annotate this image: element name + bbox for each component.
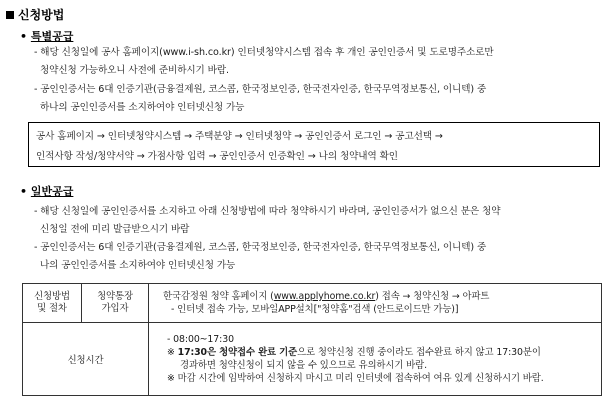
general-bullet1-line2: 신청일 전에 미리 발급받으시기 바람 [40, 224, 190, 235]
method-content-suffix: ) 접속 → 청약신청 → 아파트 [375, 291, 490, 302]
general-bullet2-line2: 나의 공인인증서를 소지하여야 인터넷신청 가능 [40, 260, 236, 271]
table-row [23, 284, 602, 323]
general-heading [20, 183, 73, 199]
special-bullet2-line2: 하나의 공인인증서를 소지하여야 인터넷신청 가능 [40, 102, 245, 113]
page-title-text: 신청방법 [18, 8, 65, 22]
page-title [6, 6, 64, 23]
note-mark: ※ [167, 347, 178, 358]
method-header-line2: 및 절차 [37, 303, 67, 314]
table-row [23, 323, 602, 396]
special-heading [20, 28, 73, 44]
special-bullet1-line2: 청약신청 가능하오니 사전에 준비하시기 바람. [40, 65, 229, 76]
special-bullet1-line1: - 해당 신청일에 공사 홈페이지(www.i-sh.co.kr) 인터넷청약시스템 접속 후 개인 공인인증서 및 도로명주소로만 [34, 47, 494, 58]
procedure-flow-line1: 공사 홈페이지 → 인터넷청약시스템 → 주택분양 → 인터넷청약 → 공인인증서 로그인 → 공고선택 → [36, 131, 443, 142]
time-content-cell [149, 323, 602, 396]
method-header-cell [23, 284, 82, 323]
time-content-line3: 경과하면 청약신청이 되지 않을 수 있으므로 유의하시기 바람. [180, 360, 427, 371]
special-heading-text: 특별공급 [30, 30, 74, 43]
application-method-table [22, 283, 602, 396]
bullet-icon: • [20, 185, 28, 198]
deadline-emphasis: 17:30은 청약접수 완료 기준 [177, 347, 298, 358]
special-bullet2-line1: - 공인인증서는 6대 인증기관(금융결제원, 코스콤, 한국정보인증, 한국전자인증, 한국무역정보통신, 이니텍) 중 [34, 84, 487, 95]
general-bullet2-line1: - 공인인증서는 6대 인증기관(금융결제원, 코스콤, 한국정보인증, 한국전자인증, 한국무역정보통신, 이니텍) 중 [34, 242, 487, 253]
account-header-line1: 청약통장 [97, 291, 133, 302]
account-holder-header-cell [82, 284, 149, 323]
method-header-line1: 신청방법 [34, 291, 70, 302]
procedure-flow-line2: 인적사항 작성/청약서약 → 가점사항 입력 → 공인인증서 인증확인 → 나의 청약내역 확인 [36, 151, 398, 162]
time-content-line2-rest: 으로 청약신청 진행 중이라도 접수완료 하지 않고 17:30분이 [297, 347, 541, 358]
general-bullet1-line1: - 해당 신청일에 공인인증서를 소지하고 아래 신청방법에 따라 청약하시기 바라며, 공인인증서가 없으신 분은 청약 [34, 206, 501, 217]
applyhome-link[interactable]: www.applyhome.co.kr [273, 291, 376, 302]
method-content-line2: - 인터넷 접속 가능, 모바일APP설치["청약홈"검색 (안드로이드만 가능)] [171, 304, 459, 315]
method-content-prefix: 한국감정원 청약 홈페이지 ( [163, 291, 274, 302]
time-header-cell: 신청시간 [23, 323, 149, 396]
method-content-cell [149, 284, 602, 323]
bullet-icon: • [20, 30, 28, 43]
account-header-line2: 가입자 [101, 303, 129, 314]
time-content-line4: ※ 마감 시간에 임박하여 신청하지 마시고 미리 인터넷에 접속하여 여유 있게 신청하시기 바람. [167, 373, 544, 384]
general-heading-text: 일반공급 [30, 185, 74, 198]
time-content-line1: - 08:00~17:30 [167, 334, 234, 345]
square-bullet-icon [6, 11, 14, 19]
